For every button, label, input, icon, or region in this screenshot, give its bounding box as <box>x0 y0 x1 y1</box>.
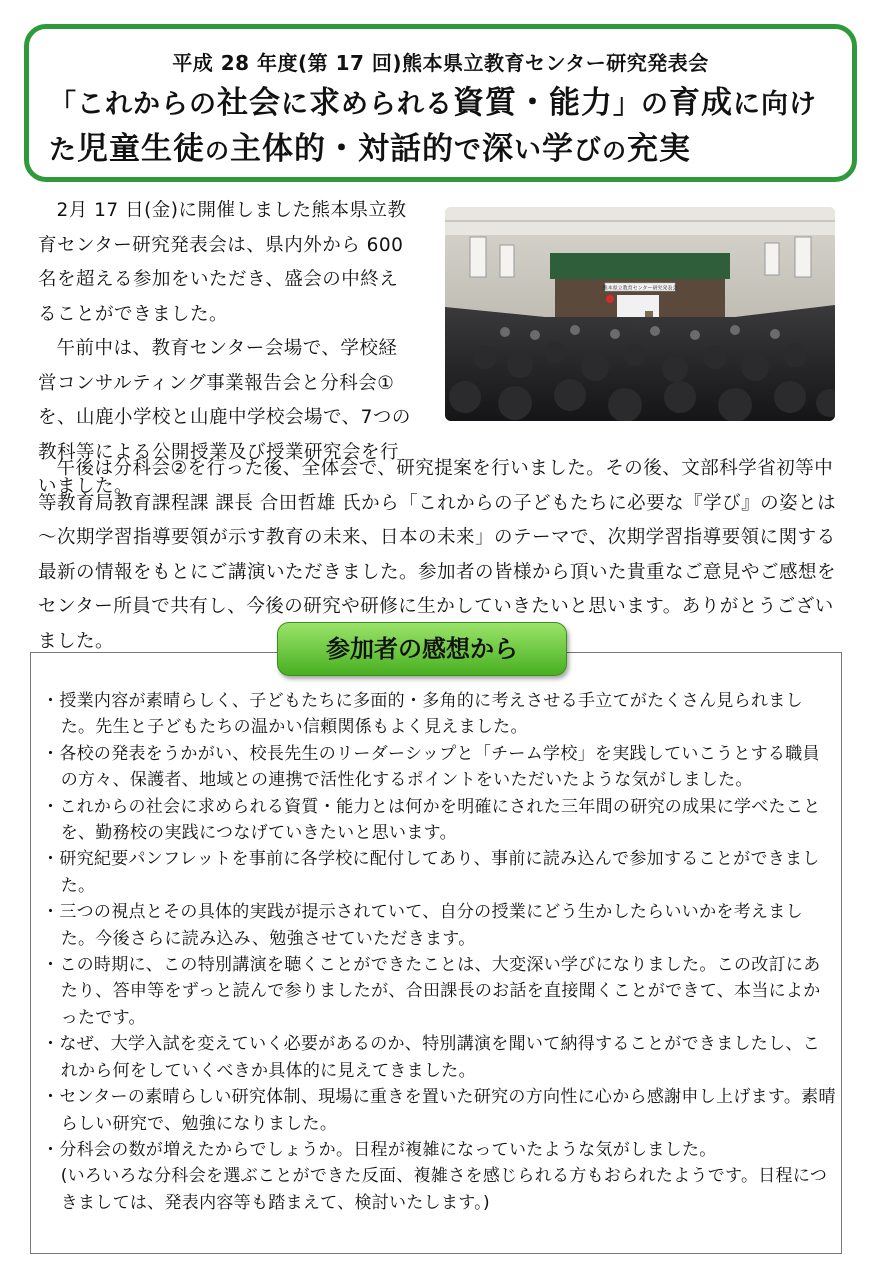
title-segment: で <box>454 135 482 166</box>
title-segment: 充実 <box>627 131 691 167</box>
event-title <box>49 81 838 173</box>
title-segment: 学 <box>542 131 574 167</box>
title-segment: 資質・能力 <box>453 85 613 121</box>
organizer-response: (いろいろな分科会を選ぶことができた反面、複雑さを感じられる方もおられたようです。日程につきましては、発表内容等も踏まえて、検討いたします。) <box>60 1166 828 1213</box>
title-segment: の <box>205 137 230 165</box>
main-paragraph: 午後は分科会②を行った後、全体会で、研究提案を行いました。その後、文部科学省初等中等教育局教育課程課 課長 合田哲雄 氏から「これからの子どもたちに必要な『学び』の姿とは～次期学習指導要領が示す教育の未来、日本の未来」のテーマで、次期学習指導要領に関する最新の情報をもとにご講演いただきました。参加者の皆様から頂いた貴重なご意見やご感想をセンター所員で共有し、今後の研究や研修に生かしていきたいと思います。ありがとうございました。 <box>38 458 837 652</box>
title-segment: び <box>574 135 602 166</box>
comment-item: ・ 研究紀要パンフレットを事前に各学校に配付してあり、事前に読み込んで参加することができました。 <box>42 846 837 899</box>
header-box <box>24 24 857 182</box>
comment-item: ・ 授業内容が素晴らしく、子どもたちに多面的・多角的に考えさせる手立てがたくさん見られました。先生と子どもたちの温かい信頼関係もよく見えました。 <box>42 688 837 741</box>
event-subtitle: 平成 28 年度(第 17 回)熊本県立教育センター研究発表会 <box>172 51 709 75</box>
title-segment: い <box>514 135 542 166</box>
comments-label: 参加者の感想から <box>277 622 567 676</box>
title-segment: の <box>602 137 627 165</box>
title-segment: 深 <box>482 131 514 167</box>
comment-item: ・ この時期に、この特別講演を聴くことができたことは、大変深い学びになりました。この改訂にあたり、答申等をずっと読んで参りましたが、合田課長のお話を直接聞くことができて、本当によかったです。 <box>42 952 837 1031</box>
title-segment: に <box>281 89 309 120</box>
title-segment: 」の <box>613 89 669 120</box>
title-segment: められる <box>341 89 453 120</box>
title-segment: に向けた <box>49 89 817 166</box>
title-segment: 社会 <box>217 85 281 121</box>
intro-paragraph-1: 2月 17 日(金)に開催しました熊本県立教育センター研究発表会は、県内外から 600 名を超える参加をいただき、盛会の中終えることができました。 <box>38 200 407 325</box>
title-segment: 求 <box>309 85 341 121</box>
comment-item: ・ 分科会の数が増えたからでしょうか。日程が複雑になっていたような気がしました。 <box>42 1137 837 1163</box>
title-segment: 児童生徒 <box>77 131 205 167</box>
banner-text: 熊本県立教育センター研究発表会 <box>602 285 678 292</box>
hall-illustration <box>445 207 835 421</box>
comment-item: ・ センターの素晴らしい研究体制、現場に重きを置いた研究の方向性に心から感謝申し上げます。素晴らしい研究で、勉強になりました。 <box>42 1084 837 1137</box>
comments-list <box>42 688 837 1216</box>
title-segment: 主体的・対話的 <box>230 131 454 167</box>
comment-item: ・ 各校の発表をうかがい、校長先生のリーダーシップと「チーム学校」を実践していこうとする職員の方々、保護者、地域との連携で活性化するポイントをいただいたような気がしました。 <box>42 741 837 794</box>
title-segment: 「これからの <box>49 89 217 120</box>
comment-item: ・ なぜ、大学入試を変えていく必要があるのか、特別講演を聞いて納得することができましたし、これから何をしていくべきか具体的に見えてきました。 <box>42 1031 837 1084</box>
conference-hall-photo <box>445 207 835 421</box>
comment-item: ・ これからの社会に求められる資質・能力とは何かを明確にされた三年間の研究の成果に学べたことを、勤務校の実践につなげていきたいと思います。 <box>42 794 837 847</box>
title-segment: 育成 <box>669 85 733 121</box>
comment-item: ・ 三つの視点とその具体的実践が提示されていて、自分の授業にどう生かしたらいいかを考えました。今後さらに読み込み、勉強させていただきます。 <box>42 899 837 952</box>
intro-paragraph-2: 午前中は、教育センター会場で、学校経営コンサルティング事業報告会と分科会①を、山鹿小学校と山鹿中学校会場で、7つの教科等による公開授業及び授業研究会を行いました。 <box>38 338 411 497</box>
